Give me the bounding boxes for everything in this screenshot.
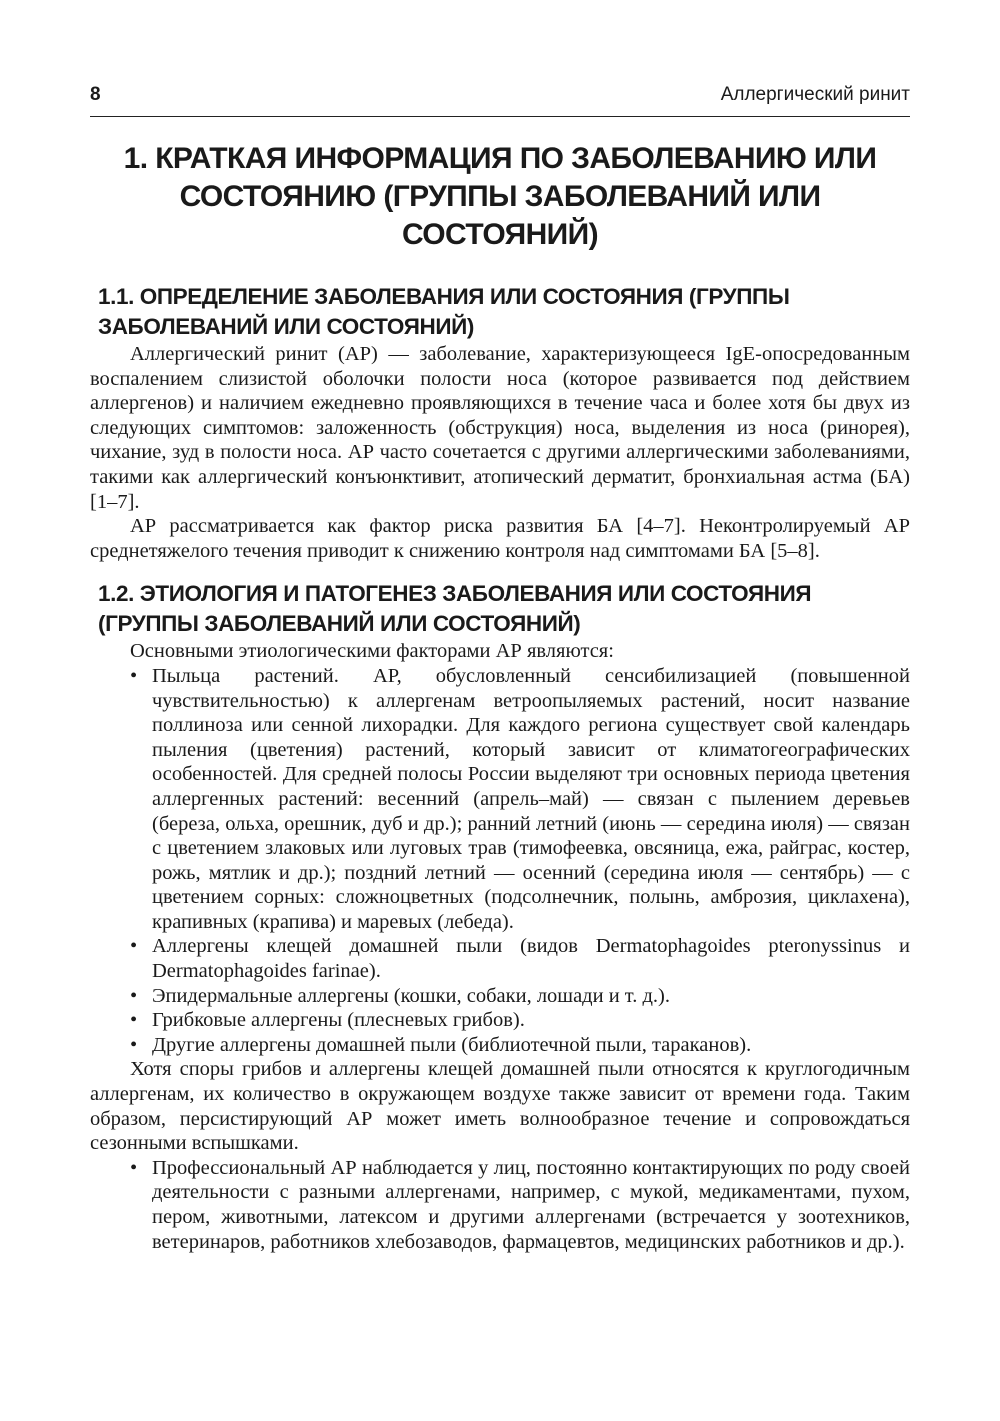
paragraph-risk-factor: АР рассматривается как фактор риска развития БА [4–7]. Неконтролируемый АР среднетяжелого течения приводит к снижению контроля над симптомами БА [5–8].: [90, 515, 910, 562]
page-number: 8: [90, 84, 101, 105]
paragraph-etiology-intro: Основными этиологическими факторами АР являются:: [130, 640, 614, 663]
bullet-marker: •: [130, 1009, 138, 1032]
bullet-marker: •: [130, 984, 138, 1007]
paragraph-definition: Аллергический ринит (АР) — заболевание, характеризующееся IgE-опосредованным воспалением слизистой оболочки полости носа (которое развивается под действием аллергенов) и наличием ежедневно проявляющихся в течение часа и более хотя бы двух из следующих симптомов: заложенность (обструкция) носа, выделения из носа (ринорея), чихание, зуд в полости носа. АР часто сочетается с другими аллергическими заболеваниями, такими как аллергический конъюнктивит, атопический дерматит, бронхиальная астма (БА) [1–7].: [90, 343, 910, 513]
bullet-marker: •: [130, 1156, 138, 1179]
list-item: • Другие аллергены домашней пыли (библиотечной пыли, тараканов).: [130, 1033, 752, 1056]
list-item: • Пыльца растений. АР, обусловленный сенсибилизацией (повышенной чувствительностью) к аллергенам ветроопыляемых растений, носит название поллиноза или сенной лихорадки. Для каждого региона существует свой календарь пыления (цветения) растений, который зависит от климатогеографических особенностей. Для средней полосы России выделяют три основных периода цветения аллергенных растений: весенний (апрель–май) — связан с пылением деревьев (береза, ольха, орешник, дуб и др.); ранний летний (июнь — середина июля) — связан с цветением злаковых или луговых трав (тимофеевка, овсяница, ежа, райграс, костер, рожь, мятлик и др.); поздний летний — осенний (середина июля — сентябрь) — с цветением сорных: сложноцветных (подсолнечник, полынь, амброзия, циклахена), крапивных (крапива) и маревых (лебеда).: [130, 664, 910, 933]
list-item: • Эпидермальные аллергены (кошки, собаки, лошади и т. д.).: [130, 984, 670, 1007]
etiology-list: [90, 664, 910, 1058]
bullet-marker: •: [130, 1033, 138, 1056]
chapter-title: 1. КРАТКАЯ ИНФОРМАЦИЯ ПО ЗАБОЛЕВАНИЮ ИЛИ СОСТОЯНИЮ (ГРУППЫ ЗАБОЛЕВАНИЙ ИЛИ СОСТОЯНИЙ): [123, 142, 877, 251]
page-content: [90, 140, 910, 1254]
running-head: Аллергический ринит: [720, 84, 910, 105]
section-heading-1-2: 1.2. ЭТИОЛОГИЯ И ПАТОГЕНЕЗ ЗАБОЛЕВАНИЯ ИЛИ СОСТОЯНИЯ (ГРУППЫ ЗАБОЛЕВАНИЙ ИЛИ СОСТОЯНИЙ): [98, 581, 812, 637]
bullet-marker: •: [130, 935, 138, 958]
paragraph-seasonal: Хотя споры грибов и аллергены клещей домашней пыли относятся к круглогодичным аллергенам, их количество в окружающем воздухе также зависит от времени года. Таким образом, персистирующий АР может иметь волнообразное течение и сопровождаться сезонными вспышками.: [90, 1058, 910, 1155]
occupational-list: [90, 1156, 910, 1254]
list-item: • Грибковые аллергены (плесневых грибов).: [130, 1009, 525, 1032]
section-heading-1-1: 1.1. ОПРЕДЕЛЕНИЕ ЗАБОЛЕВАНИЯ ИЛИ СОСТОЯНИЯ (ГРУППЫ ЗАБОЛЕВАНИЙ ИЛИ СОСТОЯНИЙ): [98, 284, 790, 339]
list-item: • Аллергены клещей домашней пыли (видов Dermatophagoides pteronyssinus и Dermatophagoides farinae).: [130, 935, 910, 983]
page-header: [90, 80, 910, 117]
bullet-marker: •: [130, 664, 138, 687]
list-item: • Профессиональный АР наблюдается у лиц, постоянно контактирующих по роду своей деятельности с разными аллергенами, например, с мукой, медикаментами, пухом, пером, животными, латексом и другими аллергенами (встречается у зоотехников, ветеринаров, работников хлебозаводов, фармацевтов, медицинских работников и др.).: [130, 1156, 910, 1253]
